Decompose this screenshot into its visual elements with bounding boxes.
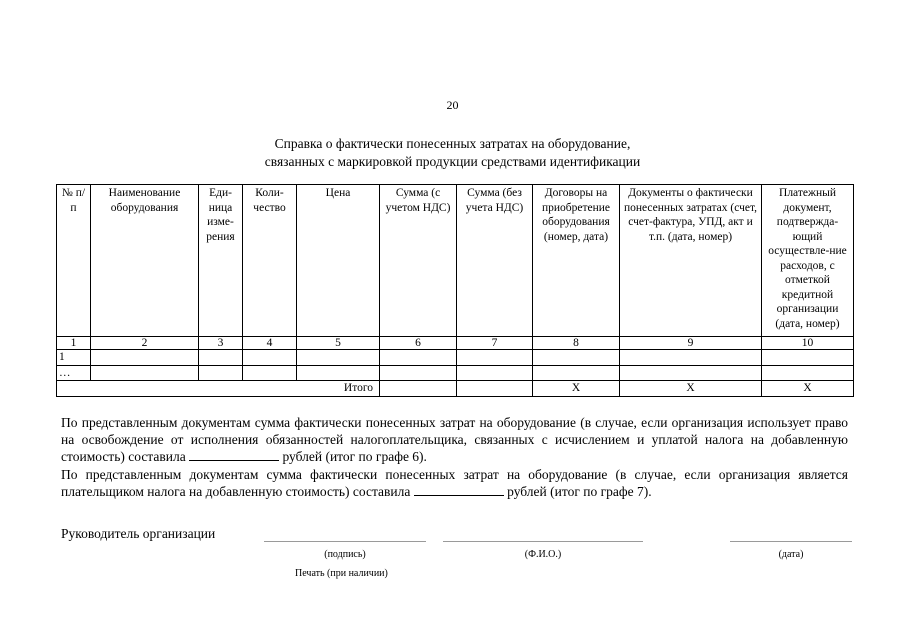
column-number: 1 <box>57 337 91 350</box>
table-cell <box>457 350 533 366</box>
table-cell <box>199 350 243 366</box>
table-cell <box>457 366 533 381</box>
head-of-organization-label: Руководитель организации <box>61 526 216 541</box>
col-header-number: № п/п <box>57 185 91 337</box>
paragraph-text: рублей (итог по графе 7). <box>503 484 652 499</box>
paragraph-text: рублей (итог по графе 6). <box>279 449 427 464</box>
total-mark: Х <box>620 381 762 397</box>
amount-blank <box>189 449 279 461</box>
signature-caption: (подпись) <box>324 549 366 560</box>
name-caption: (Ф.И.О.) <box>524 549 562 560</box>
col-header-quantity: Коли-чество <box>243 185 297 337</box>
row-number: 1 <box>57 350 91 366</box>
column-number: 6 <box>380 337 457 350</box>
total-sum-with-vat <box>380 381 457 397</box>
table-cell <box>762 350 854 366</box>
title-line-2: связанных с маркировкой продукции средствами идентификации <box>264 154 641 169</box>
table-cell <box>199 366 243 381</box>
table-cell <box>533 366 620 381</box>
table-cell <box>533 350 620 366</box>
table-cell <box>620 350 762 366</box>
table-cell <box>91 366 199 381</box>
column-number: 7 <box>457 337 533 350</box>
total-sum-without-vat <box>457 381 533 397</box>
signature-line <box>264 541 426 542</box>
paragraph-vat-exempt <box>61 414 848 465</box>
table-cell <box>297 366 380 381</box>
col-header-unit: Еди-ница изме-рения <box>199 185 243 337</box>
table-header-row <box>57 185 854 337</box>
col-header-payment-document: Платежный документ, подтвержда-ющий осуществле-ние расходов, с отметкой кредитной организации (дата, номер) <box>762 185 854 337</box>
date-line <box>730 541 852 542</box>
total-label: Итого <box>57 381 380 397</box>
total-mark: Х <box>533 381 620 397</box>
col-header-sum-with-vat: Сумма (с учетом НДС) <box>380 185 457 337</box>
stamp-caption: Печать (при наличии) <box>295 568 388 579</box>
amount-blank <box>414 484 504 496</box>
column-number: 9 <box>620 337 762 350</box>
name-line <box>443 541 643 542</box>
table-cell <box>91 350 199 366</box>
col-header-expense-documents: Документы о фактически понесенных затратах (счет, счет-фактура, УПД, акт и т.п. (дата, номер) <box>620 185 762 337</box>
total-row <box>57 381 854 397</box>
document-title <box>0 135 905 171</box>
table-cell <box>762 366 854 381</box>
title-line-1: Справка о фактически понесенных затратах на оборудование, <box>274 136 631 151</box>
paragraph-vat-payer <box>61 466 848 500</box>
column-number: 10 <box>762 337 854 350</box>
column-number: 5 <box>297 337 380 350</box>
col-header-contracts: Договоры на приобретение оборудования (номер, дата) <box>533 185 620 337</box>
table-row <box>57 366 854 381</box>
col-header-price: Цена <box>297 185 380 337</box>
col-header-sum-without-vat: Сумма (без учета НДС) <box>457 185 533 337</box>
table-cell <box>380 366 457 381</box>
table-cell <box>297 350 380 366</box>
column-number-row <box>57 337 854 350</box>
column-number: 8 <box>533 337 620 350</box>
col-header-equipment-name: Наименование оборудования <box>91 185 199 337</box>
table-cell <box>243 350 297 366</box>
date-caption: (дата) <box>778 549 804 560</box>
column-number: 4 <box>243 337 297 350</box>
table-cell <box>243 366 297 381</box>
total-mark: Х <box>762 381 854 397</box>
table-cell <box>620 366 762 381</box>
column-number: 3 <box>199 337 243 350</box>
table-cell <box>380 350 457 366</box>
paragraph-text: По представленным документам сумма фактически понесенных затрат на оборудование (в случае, если организация использует право на освобождение от исполнения обязанностей налогоплательщика, связанных с исчислением и уплатой налога на добавленную стоимость) составила <box>61 415 848 464</box>
expense-table <box>56 184 854 397</box>
table-row <box>57 350 854 366</box>
paragraph-text: По представленным документам сумма фактически понесенных затрат на оборудование (в случае, если организация является плательщиком налога на добавленную стоимость) составила <box>61 467 848 499</box>
column-number: 2 <box>91 337 199 350</box>
page-number: 20 <box>446 98 459 112</box>
row-number: … <box>57 366 91 381</box>
